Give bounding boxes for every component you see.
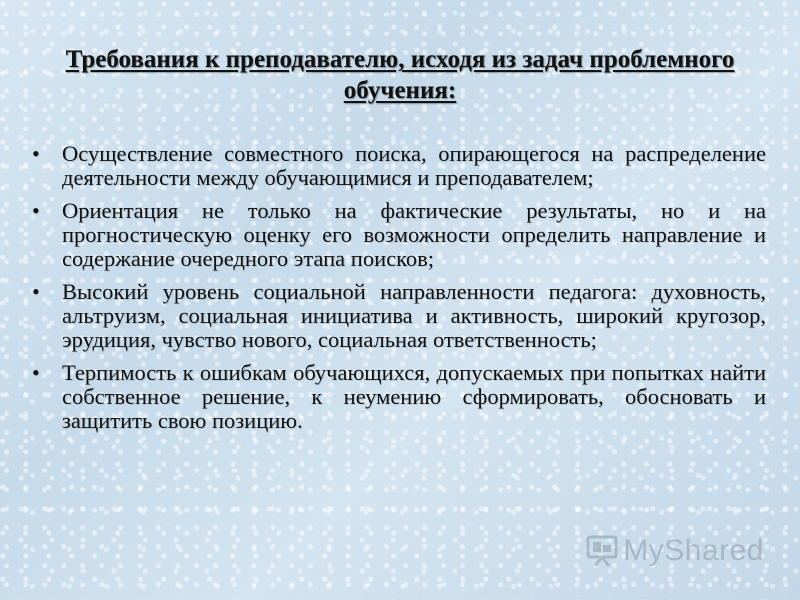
bullet-list (30, 142, 766, 442)
list-item (30, 280, 766, 352)
bullet-text: Высокий уровень социальной направленности педагога: духовность, альтруизм, социальная инициатива и активность, широкий кругозор, эрудиция, чувство нового, социальная ответственность; (62, 279, 766, 352)
bullet-text: Осуществление совместного поиска, опирающегося на распределение деятельности между обучающимися и преподавателем; (62, 141, 766, 190)
slide-title: Требования к преподавателю, исходя из задач проблемного обучения: (65, 46, 735, 104)
list-item (30, 361, 766, 433)
bullet-text: Ориентация не только на фактические результаты, но и на прогностическую оценку его возможности определить направление и содержание очередного этапа поисков; (62, 198, 766, 271)
bullet-text: Терпимость к ошибкам обучающихся, допускаемых при попытках найти собственное решение, к неумению сформировать, обосновать и защитить свою позицию. (62, 360, 766, 433)
bullet-dot: • (32, 360, 40, 385)
presentation-board-icon (585, 534, 619, 568)
bullet-dot: • (32, 279, 40, 304)
list-item (30, 142, 766, 190)
bullet-dot: • (32, 198, 40, 223)
bullet-dot: • (32, 141, 40, 166)
watermark-text: MyShared (623, 534, 764, 567)
watermark-logo (585, 534, 764, 568)
list-item (30, 199, 766, 271)
